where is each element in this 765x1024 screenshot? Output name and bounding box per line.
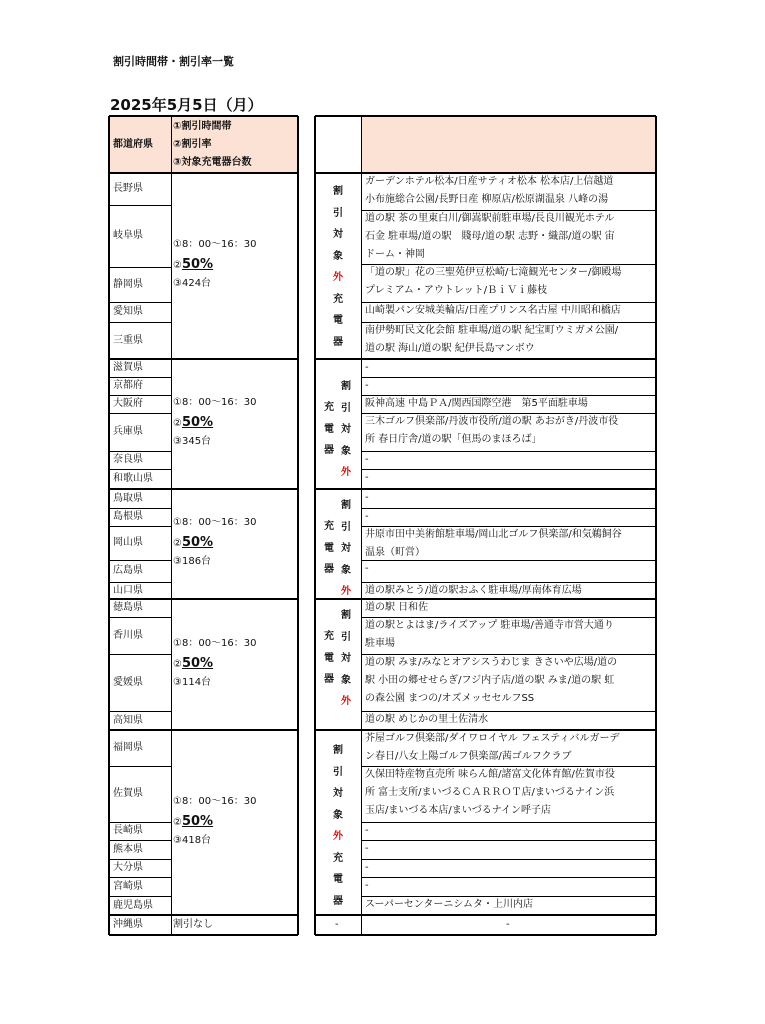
location-line: 道の駅 日和佐 xyxy=(365,602,429,613)
vertical-label-excluded xyxy=(339,376,353,484)
vertical-label-excluded xyxy=(331,181,345,353)
row-divider xyxy=(109,617,171,618)
row-divider xyxy=(109,508,171,509)
row-divider xyxy=(109,582,171,583)
location-line: 玉店/まいづる本店/まいづるナイン呼子店 xyxy=(365,805,552,816)
vertical-label-excluded xyxy=(339,495,353,603)
charger-location xyxy=(365,730,619,766)
prefecture-name: 和歌山県 xyxy=(113,473,153,484)
dash: - xyxy=(335,919,339,930)
vertical-char: 充 xyxy=(324,521,334,532)
vertical-char: 充 xyxy=(333,293,343,305)
row-divider xyxy=(361,413,656,414)
discount-rate: 50% xyxy=(181,813,214,829)
vertical-char: 器 xyxy=(324,445,334,456)
prefecture-name: 愛知県 xyxy=(113,306,143,317)
location-line: 道の駅 茶の里東白川/御嵩駅前駐車場/長良川観光ホテル xyxy=(365,213,615,224)
row-divider xyxy=(109,451,171,452)
vertical-char: 象 xyxy=(341,674,351,686)
prefecture-name: 岡山県 xyxy=(113,537,143,548)
row-divider xyxy=(361,526,656,527)
discount-rate-row: ②50% xyxy=(173,257,214,272)
vertical-label-charger xyxy=(322,516,336,581)
row-divider xyxy=(361,617,656,618)
location-line: 所 富士支所/まいづるＣＡＲＲＯＴ店/まいづるナイン浜 xyxy=(365,787,615,798)
location-line: 井原市田中美術館駐車場/岡山北ゴルフ倶楽部/和気鵜飼谷 xyxy=(365,529,622,540)
location-line: ン春日/八女上陽ゴルフ倶楽部/茜ゴルフクラブ xyxy=(365,751,572,762)
location-line: 芥屋ゴルフ倶楽部/ダイワロイヤル フェスティバルガーデ xyxy=(365,733,620,744)
vertical-char: 外 xyxy=(341,467,351,478)
discount-rate-row: ②50% xyxy=(173,415,214,430)
row-divider xyxy=(361,469,656,470)
discount-time: ①8：00～16：30 xyxy=(173,637,257,649)
discount-time: ①8：00～16：30 xyxy=(173,239,257,250)
vertical-char: 外 xyxy=(341,696,351,707)
prefecture-name: 京都府 xyxy=(113,380,143,391)
prefecture-name: 徳島県 xyxy=(113,602,143,613)
location-line: - xyxy=(365,862,369,873)
vertical-char: 対 xyxy=(333,788,343,799)
location-line: - xyxy=(365,380,369,391)
header-rate: ②割引率 xyxy=(173,139,212,150)
location-line: 駅 小田の郷せせらぎ/フジ内子店/道の駅 みま/道の駅 虹 xyxy=(365,675,615,686)
prefecture-name: 鳥取県 xyxy=(113,492,143,504)
prefecture-name: 長野県 xyxy=(113,183,143,194)
location-line: 南伊勢町民文化会館 駐車場/道の駅 紀宝町ウミガメ公園/ xyxy=(365,325,619,336)
row-divider xyxy=(361,302,656,303)
row-divider xyxy=(109,822,171,823)
prefecture-name: 兵庫県 xyxy=(113,426,143,437)
charger-count: ③114台 xyxy=(173,676,212,688)
vertical-char: 象 xyxy=(333,250,343,262)
header-prefecture: 都道府県 xyxy=(113,139,153,150)
prefecture-name: 三重県 xyxy=(113,334,143,346)
date-heading: 2025年5月5日（月） xyxy=(110,96,263,114)
vertical-char: 電 xyxy=(324,652,334,664)
charger-location xyxy=(365,173,613,209)
charger-location xyxy=(365,302,621,320)
row-divider xyxy=(361,395,656,396)
location-line: 山崎製パン安城美輪店/日産プリンス名古屋 中川昭和橋店 xyxy=(365,305,621,316)
vertical-label-charger xyxy=(322,626,336,691)
location-line: - xyxy=(365,472,369,483)
vertical-char: 器 xyxy=(324,674,334,685)
row-divider xyxy=(109,560,171,561)
charger-location xyxy=(365,451,369,469)
dash: - xyxy=(506,919,510,930)
discount-time: ①8：00～16：30 xyxy=(173,397,257,408)
row-divider xyxy=(109,914,298,916)
vertical-char: 象 xyxy=(333,809,343,821)
charger-location xyxy=(365,264,621,300)
row-divider xyxy=(109,840,171,841)
vertical-label-charger xyxy=(322,397,336,462)
location-line: 三木ゴルフ倶楽部/丹波市役所/道の駅 あおがき/丹波市役 xyxy=(365,416,619,427)
row-divider xyxy=(109,859,171,860)
vertical-char: 電 xyxy=(324,542,334,554)
row-divider xyxy=(361,711,656,712)
discount-rate-row: ②50% xyxy=(173,813,214,829)
prefecture-name: 島根県 xyxy=(113,511,143,522)
row-divider xyxy=(109,526,171,527)
charger-location xyxy=(365,599,428,617)
row-divider xyxy=(109,896,171,897)
charger-location xyxy=(365,489,369,507)
vertical-char: 引 xyxy=(341,631,351,643)
row-divider xyxy=(361,560,656,561)
location-line: - xyxy=(365,843,369,854)
charger-location xyxy=(365,766,615,820)
location-line: - xyxy=(365,454,369,465)
prefecture-name: 大分県 xyxy=(113,862,143,873)
row-divider xyxy=(109,729,298,731)
charger-location xyxy=(365,896,533,914)
discount-time: ①8：00～16：30 xyxy=(173,795,257,807)
location-line: ドーム・神岡 xyxy=(365,249,425,260)
vertical-char: 割 xyxy=(341,610,351,621)
vertical-char: 器 xyxy=(324,564,334,575)
prefecture-name: 熊本県 xyxy=(113,843,143,855)
location-line: 道の駅 みま/みなとオアシスうわじま きさいや広場/道の xyxy=(365,657,618,668)
row-divider xyxy=(109,395,171,396)
row-divider xyxy=(361,508,656,509)
location-line: - xyxy=(365,492,369,503)
row-divider xyxy=(361,322,656,323)
prefecture-name: 広島県 xyxy=(113,565,143,576)
row-divider xyxy=(361,654,656,655)
vertical-char: 対 xyxy=(341,653,351,664)
vertical-char: 充 xyxy=(324,402,334,413)
prefecture-name: 高知県 xyxy=(113,714,143,726)
discount-rate: 50% xyxy=(181,257,214,272)
vertical-char: 外 xyxy=(341,586,351,597)
prefecture-name: 鹿児島県 xyxy=(113,899,153,911)
charger-location xyxy=(365,413,618,449)
vertical-char: 象 xyxy=(341,564,351,576)
location-line: ガーデンホテル松本/日産サティオ松本 松本店/上信越道 xyxy=(365,176,614,187)
vertical-char: 充 xyxy=(333,852,343,864)
charger-location xyxy=(365,210,615,264)
row-divider xyxy=(109,377,171,378)
vertical-char: 割 xyxy=(333,186,343,197)
row-divider xyxy=(361,840,656,841)
charger-location xyxy=(365,840,369,858)
vertical-char: 引 xyxy=(333,766,343,778)
row-divider xyxy=(109,469,171,470)
row-divider xyxy=(361,822,656,823)
location-line: 石金 駐車場/道の駅 賤母/道の駅 志野・織部/道の駅 宙 xyxy=(365,231,615,242)
row-divider xyxy=(361,582,656,583)
discount-rate: 50% xyxy=(181,535,214,550)
location-line: 久保田特産物直売所 味らん館/諸富文化体育館/佐賀市役 xyxy=(365,769,615,780)
location-line: 道の駅みとう/道の駅おふく駐車場/厚南体育広場 xyxy=(365,585,582,596)
column-divider xyxy=(314,116,316,935)
row-divider xyxy=(109,598,298,600)
vertical-label-excluded xyxy=(331,740,345,912)
prefecture-name: 福岡県 xyxy=(113,742,143,753)
vertical-char: 外 xyxy=(333,272,343,283)
location-line: 道の駅 海山/道の駅 紀伊長島マンボウ xyxy=(365,343,535,354)
prefecture-name: 滋賀県 xyxy=(113,362,143,373)
vertical-char: 器 xyxy=(333,336,343,348)
discount-rate-row: ②50% xyxy=(173,655,214,671)
row-divider xyxy=(109,358,298,360)
row-divider xyxy=(361,766,656,767)
location-line: 阪神高速 中島ＰＡ/関西国際空港 第5平面駐車場 xyxy=(365,398,588,409)
prefecture-name: 香川県 xyxy=(113,629,143,641)
discount-rate: 50% xyxy=(181,655,214,671)
row-divider xyxy=(361,859,656,860)
vertical-char: 充 xyxy=(324,631,334,642)
charger-count: ③345台 xyxy=(173,436,212,447)
row-divider xyxy=(361,377,656,378)
row-divider xyxy=(315,172,656,174)
vertical-char: 割 xyxy=(341,500,351,511)
location-line: 温泉（町営） xyxy=(365,547,425,558)
location-line: の森公園 まつの/オズメッセセルフSS xyxy=(365,693,535,704)
location-line: - xyxy=(365,511,369,522)
charger-location xyxy=(365,322,618,358)
charger-location xyxy=(365,822,369,840)
column-divider xyxy=(655,116,657,935)
row-divider xyxy=(109,766,171,767)
header-time: ①割引時間帯 xyxy=(173,121,232,132)
column-divider xyxy=(108,116,110,935)
vertical-char: 割 xyxy=(333,745,343,756)
vertical-char: 電 xyxy=(333,874,343,885)
location-line: スーパーセンターニシムタ・上川内店 xyxy=(365,899,533,910)
row-divider xyxy=(109,654,171,655)
prefecture-name: 長崎県 xyxy=(113,825,143,836)
row-divider xyxy=(109,115,298,117)
location-line: - xyxy=(365,563,369,574)
column-divider xyxy=(297,116,299,935)
prefecture-name: 静岡県 xyxy=(113,278,143,290)
charger-count: ③418台 xyxy=(173,834,212,846)
prefecture-name: 愛媛県 xyxy=(113,676,143,688)
location-line: 「道の駅」花の三聖苑伊豆松崎/七滝観光センター/御殿場 xyxy=(365,267,622,278)
charger-location xyxy=(365,359,369,377)
row-divider xyxy=(109,205,171,206)
location-line: プレミアム・アウトレット/ＢｉＶｉ藤枝 xyxy=(365,285,548,296)
row-divider xyxy=(361,210,656,211)
row-divider xyxy=(109,934,298,936)
prefecture-name: 佐賀県 xyxy=(113,788,143,799)
charger-location xyxy=(365,654,617,708)
vertical-char: 対 xyxy=(341,424,351,435)
row-divider xyxy=(109,488,298,490)
row-divider xyxy=(315,914,656,916)
prefecture-name: 大阪府 xyxy=(113,398,143,409)
vertical-char: 割 xyxy=(341,381,351,392)
row-divider xyxy=(361,264,656,265)
location-line: 道の駅とよはま/ライズアップ 駐車場/善通寺市営大通り xyxy=(365,620,614,631)
location-line: 駐車場 xyxy=(365,638,395,649)
row-divider xyxy=(109,267,171,268)
location-line: - xyxy=(365,362,369,373)
charger-location xyxy=(365,377,369,395)
row-divider xyxy=(109,877,171,878)
discount-time: ①8：00～16：30 xyxy=(173,517,257,528)
vertical-char: 対 xyxy=(333,229,343,240)
location-line: 所 春日庁舎/道の駅「但馬のまほろば」 xyxy=(365,434,542,445)
location-line: - xyxy=(365,880,369,891)
prefecture-name: 沖縄県 xyxy=(113,919,143,930)
prefecture-name: 奈良県 xyxy=(113,454,143,465)
charger-location xyxy=(365,617,614,653)
charger-location xyxy=(365,711,488,729)
row-divider xyxy=(109,322,171,323)
row-divider xyxy=(109,413,171,414)
location-line: 道の駅 めじかの里土佐清水 xyxy=(365,714,489,725)
vertical-char: 引 xyxy=(333,207,343,219)
vertical-char: 引 xyxy=(341,402,351,414)
no-discount-note: 割引なし xyxy=(173,919,213,930)
vertical-char: 電 xyxy=(324,423,334,435)
prefecture-name: 宮崎県 xyxy=(113,880,143,892)
vertical-char: 器 xyxy=(333,895,343,907)
row-divider xyxy=(315,934,656,936)
column-divider xyxy=(361,116,362,935)
charger-location xyxy=(365,560,369,578)
row-divider xyxy=(315,115,656,117)
location-line: - xyxy=(365,825,369,836)
row-divider xyxy=(361,451,656,452)
discount-rate: 50% xyxy=(181,415,214,430)
row-divider xyxy=(361,877,656,878)
vertical-char: 外 xyxy=(333,831,343,842)
vertical-label-excluded xyxy=(339,605,353,713)
row-divider xyxy=(109,172,298,174)
page-title: 割引時間帯・割引率一覧 xyxy=(113,55,234,68)
column-divider xyxy=(171,116,172,935)
charger-location xyxy=(365,508,369,526)
charger-count: ③424台 xyxy=(173,278,212,289)
vertical-char: 電 xyxy=(333,315,343,326)
prefecture-name: 岐阜県 xyxy=(113,230,143,241)
header-background xyxy=(361,116,656,173)
charger-location xyxy=(365,526,622,562)
prefecture-name: 山口県 xyxy=(113,584,143,596)
vertical-char: 象 xyxy=(341,445,351,457)
row-divider xyxy=(109,711,171,712)
vertical-char: 対 xyxy=(341,543,351,554)
charger-location xyxy=(365,395,588,413)
row-divider xyxy=(109,302,171,303)
location-line: 小布施総合公園/長野日産 柳原店/松原湖温泉 八峰の湯 xyxy=(365,194,609,205)
header-units: ③対象充電器台数 xyxy=(173,157,252,168)
charger-location xyxy=(365,469,369,487)
charger-count: ③186台 xyxy=(173,556,212,567)
vertical-char: 引 xyxy=(341,521,351,533)
charger-location xyxy=(365,877,369,895)
row-divider xyxy=(361,896,656,897)
discount-rate-row: ②50% xyxy=(173,535,214,550)
charger-location xyxy=(365,859,369,877)
